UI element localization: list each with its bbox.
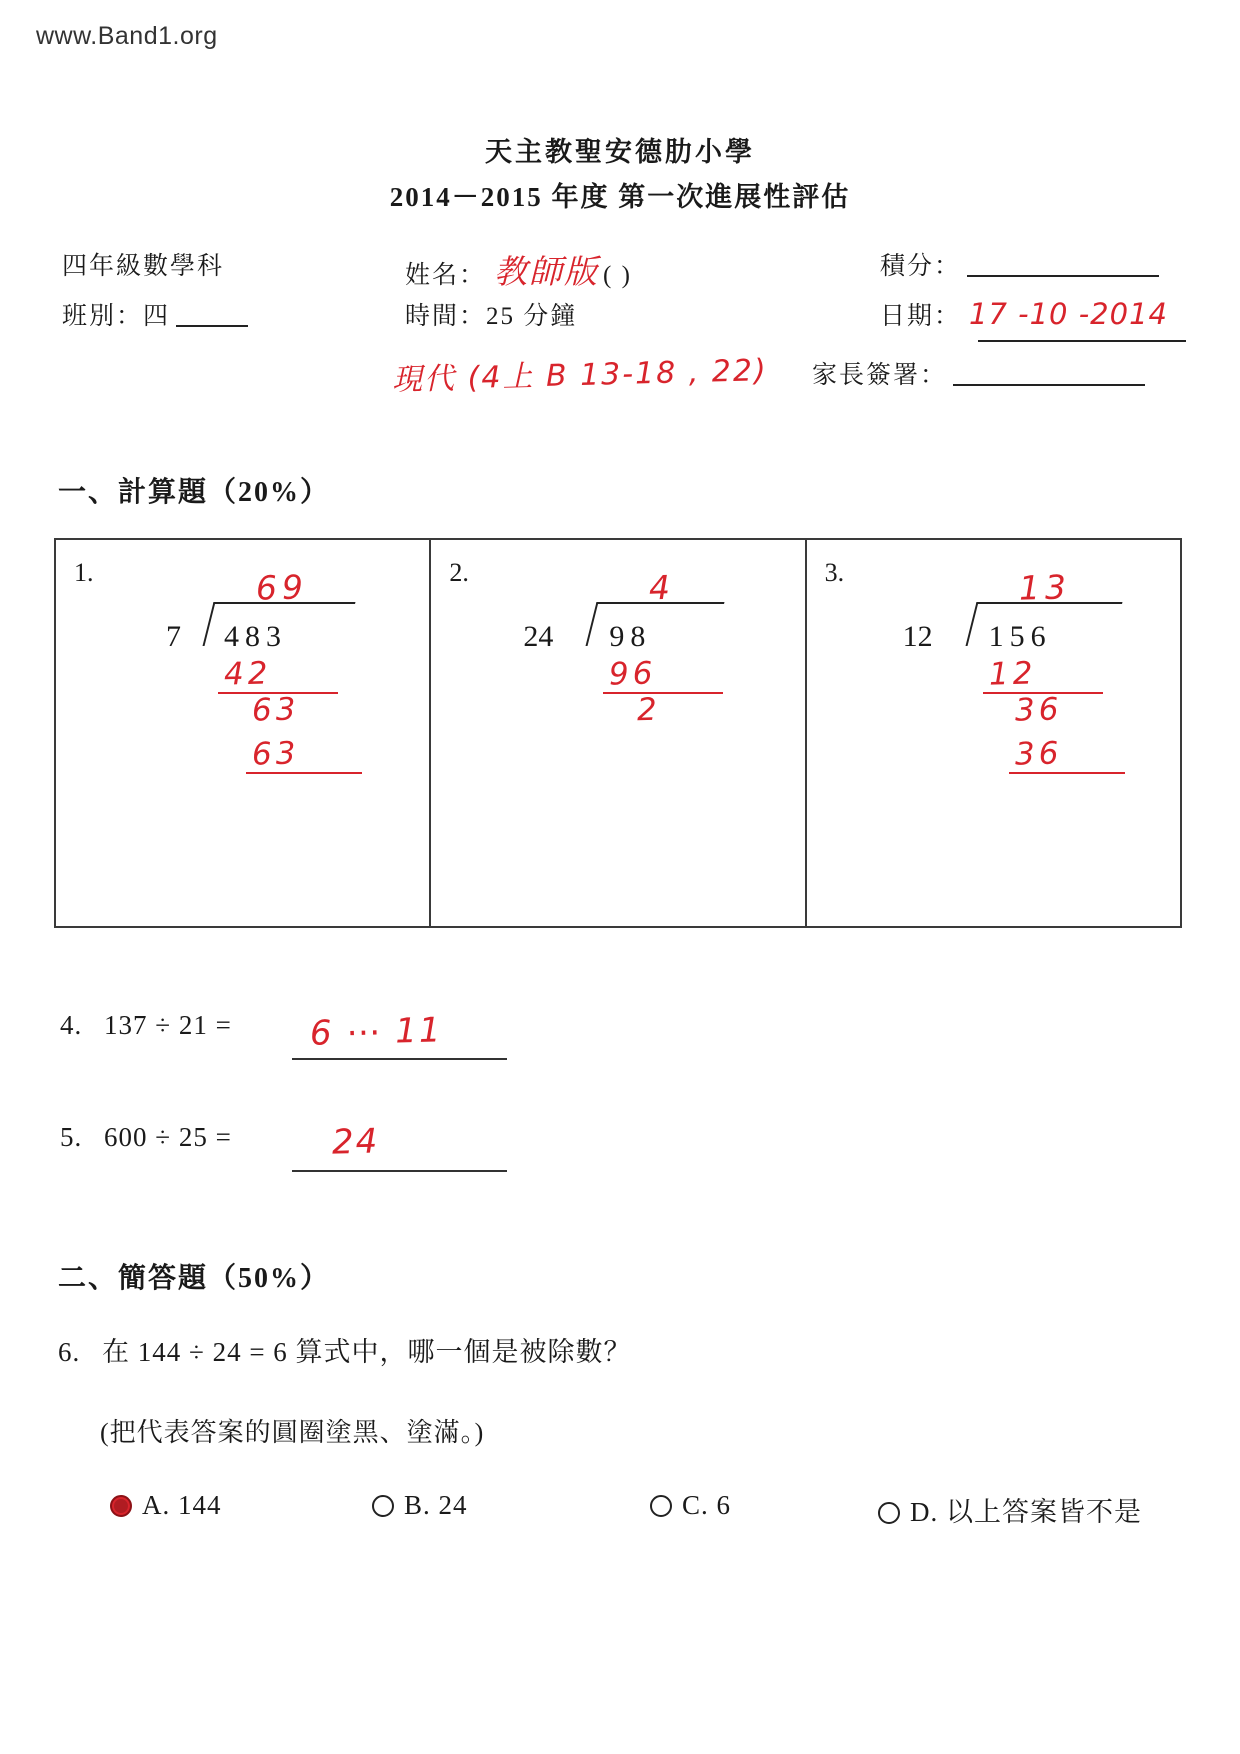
item-expression: 600 ÷ 25 = — [104, 1122, 232, 1152]
option-label: A. 144 — [142, 1490, 222, 1520]
work-rule — [603, 692, 723, 694]
question-number: 2. — [449, 558, 469, 587]
answer-4: 6 ⋯ 11 — [309, 1010, 444, 1054]
option-a[interactable] — [110, 1490, 222, 1521]
question-number: 3. — [824, 558, 845, 587]
name-paren: ( ) — [603, 262, 632, 289]
dividend: 156 — [988, 620, 1052, 653]
question-number: 6. — [58, 1337, 81, 1367]
work-step: 12 — [988, 655, 1037, 693]
exam-title: 2014－2015 年度 第一次進展性評估 — [389, 182, 851, 212]
bubble-icon[interactable] — [372, 1495, 394, 1517]
class-blank[interactable] — [176, 325, 248, 327]
bubble-icon[interactable] — [650, 1495, 672, 1517]
class-row — [62, 296, 248, 332]
time-label: 時間：25 分鐘 — [405, 303, 578, 330]
date-label: 日期： — [880, 303, 962, 330]
section-two-heading: 二、簡答題（50%） — [58, 1263, 331, 1294]
book-note: 現代 (4上 B 13-18 , 22) — [391, 353, 769, 398]
question-6-options — [110, 1490, 1180, 1540]
item-number: 4. — [60, 1010, 83, 1040]
item-4 — [60, 1010, 232, 1041]
item-expression: 137 ÷ 21 = — [104, 1010, 232, 1040]
dividend: 98 — [609, 620, 652, 653]
work-step: 63 — [251, 735, 300, 773]
signature-label: 家長簽署： — [812, 362, 948, 389]
option-label: D. 以上答案皆不是 — [910, 1497, 1142, 1527]
long-division-cell — [56, 540, 429, 926]
score-label: 積分： — [880, 253, 962, 280]
work-step: 42 — [223, 655, 272, 693]
question-6-note: (把代表答案的圓圈塗黑、塗滿。) — [100, 1418, 485, 1447]
long-division-cell — [429, 540, 804, 926]
subject-label: 四年級數學科 — [62, 253, 225, 280]
signature-blank[interactable] — [953, 384, 1145, 386]
quotient-answer: 69 — [255, 567, 309, 608]
section-one-heading: 一、計算題（20%） — [58, 477, 331, 508]
work-step: 2 — [636, 691, 662, 729]
score-blank[interactable] — [967, 275, 1159, 277]
divisor: 12 — [902, 620, 933, 653]
answer-5: 24 — [331, 1121, 380, 1163]
date-underline — [978, 340, 1186, 342]
work-step: 36 — [1014, 735, 1063, 773]
item-number: 5. — [60, 1122, 83, 1152]
date-row — [880, 296, 1168, 332]
site-watermark: www.Band1.org — [36, 22, 218, 50]
answer-line-5[interactable] — [292, 1170, 507, 1172]
divisor: 7 — [166, 620, 181, 653]
option-c[interactable] — [650, 1490, 731, 1521]
question-text: 在 144 ÷ 24 = 6 算式中，哪一個是被除數？ — [102, 1337, 632, 1367]
work-step: 63 — [251, 691, 300, 729]
bubble-icon[interactable] — [878, 1502, 900, 1524]
division-bracket — [586, 602, 725, 646]
work-rule — [246, 772, 362, 774]
option-b[interactable] — [372, 1490, 468, 1521]
question-number: 1. — [74, 558, 94, 587]
long-division-cell — [805, 540, 1180, 926]
divisor: 24 — [523, 620, 554, 653]
option-label: B. 24 — [404, 1490, 468, 1520]
option-label: C. 6 — [682, 1490, 732, 1520]
dividend: 483 — [224, 620, 287, 653]
long-division-box — [54, 538, 1182, 928]
option-d[interactable] — [878, 1490, 1142, 1529]
work-step: 36 — [1014, 691, 1063, 729]
name-value: 教師版 — [494, 252, 600, 291]
item-5 — [60, 1122, 232, 1153]
score-row — [880, 246, 1159, 282]
meta-block — [0, 238, 1240, 398]
work-step: 96 — [608, 655, 658, 693]
date-value: 17 -10 -2014 — [969, 297, 1168, 331]
question-6 — [58, 1330, 632, 1369]
quotient-answer: 13 — [1018, 567, 1072, 608]
bubble-icon[interactable] — [110, 1495, 132, 1517]
quotient-answer: 4 — [648, 567, 676, 608]
name-row — [405, 246, 632, 293]
school-title: 天主教聖安德肋小學 — [485, 137, 755, 167]
name-label: 姓名： — [405, 262, 487, 289]
signature-row — [812, 355, 1145, 391]
class-label: 班別：四 — [62, 303, 171, 330]
answer-line-4[interactable] — [292, 1058, 507, 1060]
work-rule — [1009, 772, 1125, 774]
